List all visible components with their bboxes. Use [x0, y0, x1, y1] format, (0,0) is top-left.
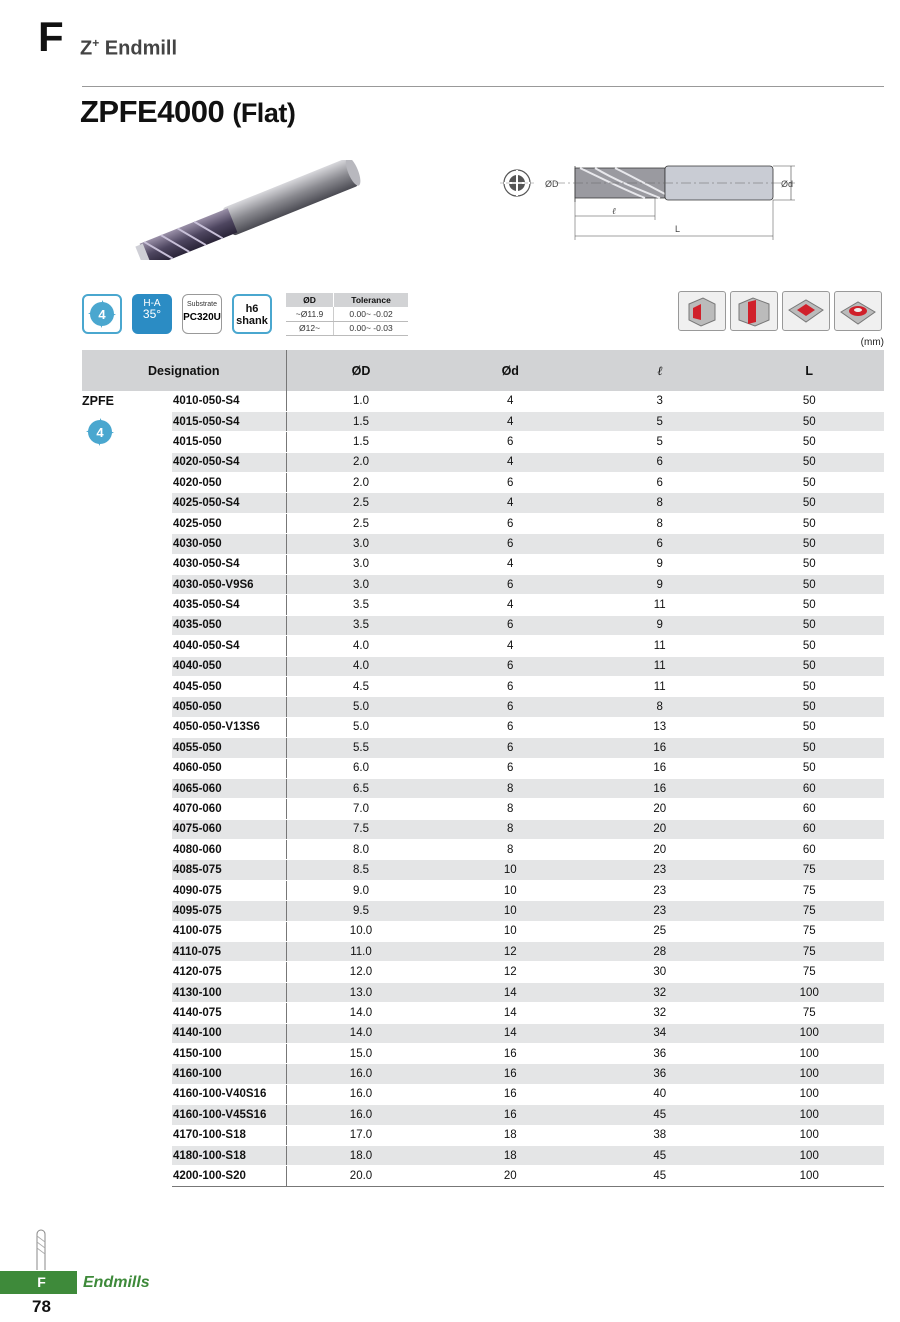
outer-diameter: 2.5: [286, 493, 436, 513]
footer-section-tab: [0, 1271, 77, 1293]
shank-diameter: 4: [436, 636, 586, 656]
table-row: [82, 615, 884, 635]
overall-length: 75: [735, 962, 885, 982]
overall-length: 60: [735, 840, 885, 860]
face-milling-icon: [782, 291, 830, 331]
flute-length: 16: [585, 738, 735, 758]
footer-tab-letter: F: [37, 1274, 46, 1290]
flute-length: 23: [585, 860, 735, 880]
shank-diameter: 12: [436, 942, 586, 962]
outer-diameter: 3.0: [286, 554, 436, 574]
overall-length: 50: [735, 656, 885, 676]
endmill-dimension-drawing: [495, 150, 810, 245]
shank-diameter: 6: [436, 432, 586, 452]
section-brand: Z: [80, 37, 93, 60]
table-row: [82, 554, 884, 574]
flute-length: 11: [585, 595, 735, 615]
flute-length: 45: [585, 1166, 735, 1186]
substrate-code: PC320U: [183, 312, 221, 323]
flute-length: 8: [585, 493, 735, 513]
overall-length: 100: [735, 1125, 885, 1145]
designation-code: 4025-050: [172, 513, 286, 533]
outer-diameter: 8.5: [286, 860, 436, 880]
flute-length: 20: [585, 799, 735, 819]
designation-code: 4095-075: [172, 901, 286, 921]
page-number: 78: [32, 1297, 51, 1316]
designation-code: 4045-050: [172, 676, 286, 696]
flute-length: 28: [585, 942, 735, 962]
tolerance-value: 0.00~ -0.03: [334, 321, 408, 335]
product-rows: [82, 391, 884, 1186]
designation-code: 4090-075: [172, 880, 286, 900]
helix-angle: 35°: [142, 307, 162, 321]
flute-length: 8: [585, 697, 735, 717]
shank-diameter: 14: [436, 1023, 586, 1043]
outer-diameter: 14.0: [286, 1003, 436, 1023]
helix-angle-icon: [132, 294, 172, 334]
shank-diameter: 4: [436, 493, 586, 513]
outer-diameter: 1.0: [286, 391, 436, 411]
shank-diameter: 6: [436, 697, 586, 717]
overall-length: 50: [735, 676, 885, 696]
designation-code: 4075-060: [172, 819, 286, 839]
outer-diameter: 16.0: [286, 1064, 436, 1084]
designation-code: 4180-100-S18: [172, 1145, 286, 1165]
table-row: [82, 738, 884, 758]
shank-diameter: 12: [436, 962, 586, 982]
label-ell: ℓ: [612, 207, 616, 217]
table-row: [82, 799, 884, 819]
table-row: [82, 1064, 884, 1084]
overall-length: 50: [735, 575, 885, 595]
flute-length: 36: [585, 1064, 735, 1084]
flute-length: 45: [585, 1105, 735, 1125]
designation-code: 4015-050-S4: [172, 411, 286, 431]
shank-diameter: 6: [436, 615, 586, 635]
table-row: [82, 942, 884, 962]
overall-length: 50: [735, 391, 885, 411]
table-row: [82, 1125, 884, 1145]
shank-diameter: 8: [436, 840, 586, 860]
section-title: [80, 36, 177, 61]
series-cell: [82, 391, 172, 1186]
table-row: [82, 962, 884, 982]
shank-diameter: 4: [436, 391, 586, 411]
table-row: [82, 840, 884, 860]
flute-length: 38: [585, 1125, 735, 1145]
shoulder-milling-icon: [678, 291, 726, 331]
flute-length: 9: [585, 615, 735, 635]
shank-diameter: 10: [436, 921, 586, 941]
header-divider: [82, 86, 884, 87]
overall-length: 50: [735, 554, 885, 574]
shank-text: shank: [236, 315, 268, 327]
table-row: [82, 595, 884, 615]
overall-length: 50: [735, 513, 885, 533]
overall-length: 50: [735, 636, 885, 656]
table-row: [82, 717, 884, 737]
flute-length: 11: [585, 636, 735, 656]
table-row: [82, 758, 884, 778]
product-variant: (Flat): [232, 98, 296, 128]
tolerance-value: 0.00~ -0.02: [334, 307, 408, 321]
shank-diameter: 4: [436, 411, 586, 431]
tolerance-diameter: ~Ø11.9: [286, 307, 334, 321]
shank-diameter: 10: [436, 860, 586, 880]
flute-length: 32: [585, 982, 735, 1002]
flute-length: 20: [585, 819, 735, 839]
flute-length: 36: [585, 1044, 735, 1064]
shank-diameter: 4: [436, 595, 586, 615]
overall-length: 60: [735, 799, 885, 819]
table-row: [82, 697, 884, 717]
table-row: [82, 1044, 884, 1064]
label-L: L: [675, 224, 681, 234]
outer-diameter: 6.5: [286, 778, 436, 798]
overall-length: 75: [735, 901, 885, 921]
product-title: [80, 94, 295, 130]
overall-length: 50: [735, 738, 885, 758]
shank-diameter: 6: [436, 656, 586, 676]
designation-code: 4150-100: [172, 1044, 286, 1064]
table-row: [82, 1145, 884, 1165]
overall-length: 100: [735, 1084, 885, 1104]
outer-diameter: 2.5: [286, 513, 436, 533]
table-row: [82, 1105, 884, 1125]
header-outer-diameter: ØD: [286, 350, 436, 391]
designation-code: 4010-050-S4: [172, 391, 286, 411]
shank-diameter: 6: [436, 738, 586, 758]
series-name: ZPFE: [82, 394, 114, 408]
overall-length: 100: [735, 1023, 885, 1043]
tolerance-header-d: ØD: [286, 293, 334, 307]
designation-code: 4025-050-S4: [172, 493, 286, 513]
label-D: ØD: [545, 179, 559, 189]
overall-length: 60: [735, 778, 885, 798]
outer-diameter: 8.0: [286, 840, 436, 860]
four-flute-icon: [82, 414, 118, 450]
shank-diameter: 6: [436, 676, 586, 696]
table-row: [82, 901, 884, 921]
designation-code: 4030-050: [172, 534, 286, 554]
tolerance-table: [286, 293, 408, 336]
flute-length: 3: [585, 391, 735, 411]
designation-code: 4030-050-V9S6: [172, 575, 286, 595]
table-row: [82, 473, 884, 493]
outer-diameter: 2.0: [286, 473, 436, 493]
flute-length: 11: [585, 676, 735, 696]
slotting-icon: [730, 291, 778, 331]
overall-length: 75: [735, 1003, 885, 1023]
outer-diameter: 16.0: [286, 1084, 436, 1104]
outer-diameter: 5.5: [286, 738, 436, 758]
tolerance-header-tol: Tolerance: [334, 293, 408, 307]
outer-diameter: 4.5: [286, 676, 436, 696]
label-d: Ød: [781, 179, 794, 189]
table-row: [82, 411, 884, 431]
table-row: [82, 1003, 884, 1023]
shank-diameter: 10: [436, 901, 586, 921]
table-row: [82, 534, 884, 554]
outer-diameter: 3.5: [286, 595, 436, 615]
overall-length: 50: [735, 717, 885, 737]
outer-diameter: 3.0: [286, 575, 436, 595]
overall-length: 75: [735, 921, 885, 941]
table-row: [82, 819, 884, 839]
designation-code: 4015-050: [172, 432, 286, 452]
shank-diameter: 18: [436, 1145, 586, 1165]
footer-category: Endmills: [83, 1274, 150, 1291]
table-row: [82, 493, 884, 513]
overall-length: 100: [735, 1166, 885, 1186]
overall-length: 50: [735, 758, 885, 778]
header-overall-length: L: [735, 350, 885, 391]
section-title-text: Endmill: [104, 37, 178, 60]
designation-code: 4030-050-S4: [172, 554, 286, 574]
header-flute-length: ℓ: [585, 350, 735, 391]
outer-diameter: 2.0: [286, 452, 436, 472]
overall-length: 75: [735, 880, 885, 900]
designation-code: 4020-050-S4: [172, 452, 286, 472]
substrate-label: Substrate: [187, 301, 217, 308]
tolerance-row: [286, 321, 408, 335]
outer-diameter: 10.0: [286, 921, 436, 941]
shank-diameter: 6: [436, 758, 586, 778]
outer-diameter: 15.0: [286, 1044, 436, 1064]
overall-length: 100: [735, 1105, 885, 1125]
designation-code: 4035-050-S4: [172, 595, 286, 615]
designation-code: 4050-050: [172, 697, 286, 717]
designation-code: 4040-050: [172, 656, 286, 676]
designation-code: 4065-060: [172, 778, 286, 798]
shank-grade: h6: [245, 303, 259, 315]
unit-label: (mm): [860, 337, 884, 348]
table-row: [82, 676, 884, 696]
outer-diameter: 4.0: [286, 636, 436, 656]
table-row: [82, 432, 884, 452]
outer-diameter: 7.0: [286, 799, 436, 819]
flute-length: 11: [585, 656, 735, 676]
designation-code: 4140-075: [172, 1003, 286, 1023]
overall-length: 50: [735, 432, 885, 452]
flute-length: 6: [585, 534, 735, 554]
overall-length: 50: [735, 534, 885, 554]
table-row: [82, 391, 884, 411]
overall-length: 50: [735, 595, 885, 615]
helix-type: H-A: [143, 298, 161, 309]
designation-code: 4080-060: [172, 840, 286, 860]
section-letter: F: [38, 13, 64, 60]
designation-code: 4085-075: [172, 860, 286, 880]
designation-code: 4055-050: [172, 738, 286, 758]
ball-endmill-icon: [32, 1222, 50, 1272]
table-row: [82, 656, 884, 676]
shank-diameter: 4: [436, 452, 586, 472]
tolerance-row: [286, 307, 408, 321]
shank-diameter: 8: [436, 778, 586, 798]
flute-length: 25: [585, 921, 735, 941]
flute-length: 6: [585, 473, 735, 493]
flute-length: 20: [585, 840, 735, 860]
outer-diameter: 13.0: [286, 982, 436, 1002]
flute-length: 23: [585, 901, 735, 921]
shank-diameter: 6: [436, 513, 586, 533]
designation-code: 4120-075: [172, 962, 286, 982]
designation-code: 4040-050-S4: [172, 636, 286, 656]
shank-diameter: 16: [436, 1064, 586, 1084]
header-designation: Designation: [82, 350, 286, 391]
flute-length: 9: [585, 575, 735, 595]
product-table: [82, 350, 884, 1187]
four-flute-icon: [82, 294, 122, 334]
tolerance-diameter: Ø12~: [286, 321, 334, 335]
series-flute-count: 4: [96, 425, 104, 440]
substrate-icon: [182, 294, 222, 334]
overall-length: 50: [735, 452, 885, 472]
overall-length: 100: [735, 1064, 885, 1084]
shank-diameter: 16: [436, 1084, 586, 1104]
table-row: [82, 1023, 884, 1043]
endmill-photo: [130, 160, 370, 260]
flute-length: 40: [585, 1084, 735, 1104]
designation-code: 4140-100: [172, 1023, 286, 1043]
shank-diameter: 6: [436, 717, 586, 737]
section-brand-sup: +: [92, 36, 100, 50]
shank-diameter: 8: [436, 819, 586, 839]
outer-diameter: 7.5: [286, 819, 436, 839]
flute-length: 13: [585, 717, 735, 737]
designation-code: 4070-060: [172, 799, 286, 819]
shank-diameter: 10: [436, 880, 586, 900]
designation-code: 4050-050-V13S6: [172, 717, 286, 737]
flute-length: 6: [585, 452, 735, 472]
designation-code: 4100-075: [172, 921, 286, 941]
overall-length: 100: [735, 1145, 885, 1165]
outer-diameter: 3.0: [286, 534, 436, 554]
flute-length: 30: [585, 962, 735, 982]
flute-length: 9: [585, 554, 735, 574]
flute-length: 32: [585, 1003, 735, 1023]
pocketing-icon: [834, 291, 882, 331]
shank-diameter: 18: [436, 1125, 586, 1145]
flute-length: 5: [585, 432, 735, 452]
outer-diameter: 6.0: [286, 758, 436, 778]
shank-diameter: 6: [436, 473, 586, 493]
footer-divider: [0, 1293, 77, 1294]
flute-length: 16: [585, 778, 735, 798]
table-row: [82, 860, 884, 880]
outer-diameter: 20.0: [286, 1166, 436, 1186]
shank-diameter: 16: [436, 1105, 586, 1125]
flute-length: 45: [585, 1145, 735, 1165]
designation-code: 4020-050: [172, 473, 286, 493]
table-row: [82, 982, 884, 1002]
product-code: ZPFE4000: [80, 94, 225, 129]
table-row: [82, 880, 884, 900]
flute-count: 4: [98, 307, 106, 322]
outer-diameter: 3.5: [286, 615, 436, 635]
shank-diameter: 4: [436, 554, 586, 574]
outer-diameter: 17.0: [286, 1125, 436, 1145]
overall-length: 50: [735, 697, 885, 717]
flute-length: 34: [585, 1023, 735, 1043]
overall-length: 50: [735, 493, 885, 513]
table-row: [82, 1084, 884, 1104]
designation-code: 4130-100: [172, 982, 286, 1002]
flute-length: 16: [585, 758, 735, 778]
designation-code: 4170-100-S18: [172, 1125, 286, 1145]
header-shank-diameter: Ød: [436, 350, 586, 391]
shank-diameter: 20: [436, 1166, 586, 1186]
outer-diameter: 18.0: [286, 1145, 436, 1165]
table-row: [82, 575, 884, 595]
overall-length: 50: [735, 615, 885, 635]
flute-length: 23: [585, 880, 735, 900]
designation-code: 4035-050: [172, 615, 286, 635]
table-row: [82, 778, 884, 798]
shank-diameter: 6: [436, 534, 586, 554]
outer-diameter: 12.0: [286, 962, 436, 982]
designation-code: 4110-075: [172, 942, 286, 962]
outer-diameter: 4.0: [286, 656, 436, 676]
shank-diameter: 16: [436, 1044, 586, 1064]
table-row: [82, 1166, 884, 1186]
outer-diameter: 5.0: [286, 697, 436, 717]
designation-code: 4160-100: [172, 1064, 286, 1084]
overall-length: 50: [735, 411, 885, 431]
overall-length: 100: [735, 982, 885, 1002]
shank-diameter: 14: [436, 982, 586, 1002]
shank-diameter: 6: [436, 575, 586, 595]
overall-length: 50: [735, 473, 885, 493]
outer-diameter: 9.5: [286, 901, 436, 921]
outer-diameter: 5.0: [286, 717, 436, 737]
outer-diameter: 1.5: [286, 411, 436, 431]
designation-code: 4160-100-V40S16: [172, 1084, 286, 1104]
designation-code: 4160-100-V45S16: [172, 1105, 286, 1125]
table-row: [82, 452, 884, 472]
flute-length: 5: [585, 411, 735, 431]
overall-length: 75: [735, 942, 885, 962]
outer-diameter: 16.0: [286, 1105, 436, 1125]
flute-length: 8: [585, 513, 735, 533]
table-row: [82, 513, 884, 533]
table-row: [82, 921, 884, 941]
outer-diameter: 11.0: [286, 942, 436, 962]
table-row: [82, 636, 884, 656]
outer-diameter: 14.0: [286, 1023, 436, 1043]
shank-diameter: 14: [436, 1003, 586, 1023]
outer-diameter: 1.5: [286, 432, 436, 452]
overall-length: 60: [735, 819, 885, 839]
outer-diameter: 9.0: [286, 880, 436, 900]
shank-tolerance-icon: [232, 294, 272, 334]
overall-length: 75: [735, 860, 885, 880]
designation-code: 4200-100-S20: [172, 1166, 286, 1186]
designation-code: 4060-050: [172, 758, 286, 778]
shank-diameter: 8: [436, 799, 586, 819]
overall-length: 100: [735, 1044, 885, 1064]
